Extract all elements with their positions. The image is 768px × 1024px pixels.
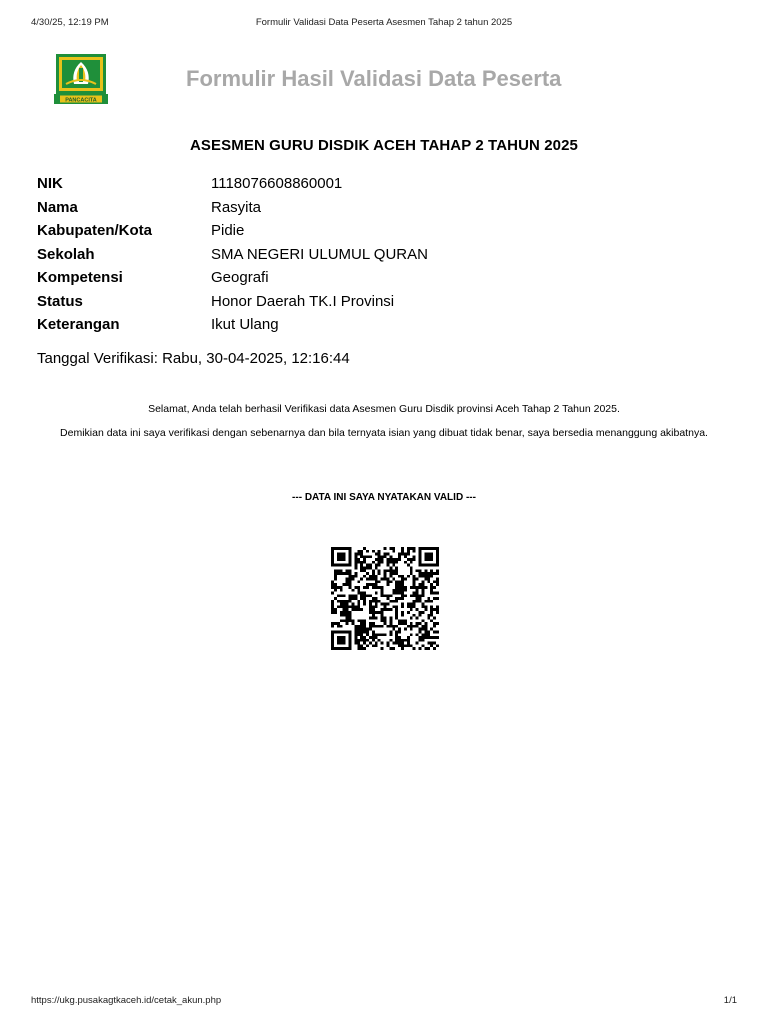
qr-finder-pattern (331, 631, 351, 650)
field-row-status (37, 290, 697, 314)
field-label: Sekolah (37, 245, 95, 263)
success-message: Selamat, Anda telah berhasil Verifikasi data Asesmen Guru Disdik provinsi Aceh Tahap 2 Tahun 2025. (148, 403, 620, 415)
form-title: Formulir Hasil Validasi Data Peserta (186, 66, 562, 91)
participant-fields (37, 172, 697, 337)
field-value: Honor Daerah TK.I Provinsi (211, 292, 395, 310)
print-header (31, 17, 737, 31)
qr-code (331, 547, 439, 650)
verification-date: Tanggal Verifikasi: Rabu, 30-04-2025, 12:16:44 (37, 350, 350, 367)
field-row-sekolah (37, 243, 697, 267)
field-label: Kompetensi (37, 269, 123, 287)
field-row-nik (37, 172, 697, 196)
field-row-kompetensi (37, 266, 697, 290)
field-value: Rasyita (211, 198, 262, 216)
valid-statement: --- DATA INI SAYA NYATAKAN VALID --- (292, 492, 476, 503)
aceh-coat-of-arms-icon (52, 50, 110, 108)
logo-banner-text: PANCACITA (65, 97, 97, 104)
field-value: Geografi (211, 269, 269, 287)
qr-finder-pattern (419, 547, 439, 566)
field-value: SMA NEGERI ULUMUL QURAN (211, 245, 428, 263)
field-row-keterangan (37, 313, 697, 337)
form-subtitle: ASESMEN GURU DISDIK ACEH TAHAP 2 TAHUN 2025 (190, 137, 578, 154)
print-footer (31, 995, 737, 1009)
field-value: Ikut Ulang (211, 316, 279, 334)
field-row-nama (37, 196, 697, 220)
field-label: Nama (37, 198, 78, 216)
print-datetime: 4/30/25, 12:19 PM (31, 17, 109, 28)
field-value: Pidie (211, 222, 245, 240)
field-label: Status (37, 292, 83, 310)
declaration-message: Demikian data ini saya verifikasi dengan sebenarnya dan bila ternyata isian yang dibuat tidak benar, saya bersedia menanggung akibatnya. (60, 427, 708, 439)
field-label: NIK (37, 175, 63, 193)
print-page-title: Formulir Validasi Data Peserta Asesmen Tahap 2 tahun 2025 (255, 17, 513, 28)
qr-finder-pattern (331, 547, 351, 566)
field-label: Keterangan (37, 316, 120, 334)
print-page-number: 1/1 (723, 995, 737, 1006)
field-label: Kabupaten/Kota (37, 222, 153, 240)
print-url: https://ukg.pusakagtkaceh.id/cetak_akun.php (31, 995, 222, 1006)
field-row-kabupaten (37, 219, 697, 243)
field-value: 1118076608860001 (211, 175, 343, 193)
